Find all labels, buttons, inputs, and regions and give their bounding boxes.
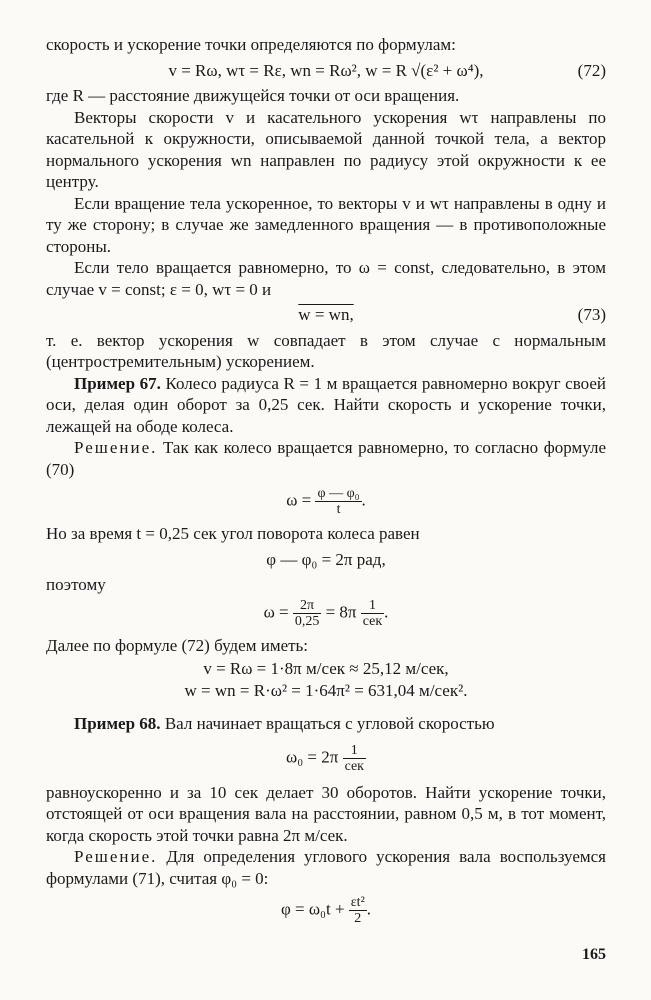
equation-omega-value-lhs: ω = (263, 601, 289, 621)
fraction-omega0-num: 1 (343, 743, 366, 759)
example-68-label: Пример 68. (74, 714, 161, 733)
fraction-unit-den: сек (362, 613, 383, 629)
equation-73-body: w = wn, (298, 305, 354, 324)
paragraph-uniform: Если тело вращается равномерно, то ω = const, следовательно, в этом случае v = const; ε = 0, wτ = 0 и (46, 258, 606, 299)
equation-72 (46, 60, 606, 82)
text-so: поэтому (46, 575, 106, 594)
example-67 (46, 373, 606, 438)
equation-velocity: v = Rω = 1·8π м/сек ≈ 25,12 м/сек, (203, 659, 449, 678)
solution-67-label: Решение. (74, 438, 158, 457)
fraction-2pi-den: 0,25 (294, 613, 320, 629)
fraction-epsilon-den: 2 (354, 911, 362, 926)
fraction-2pi (293, 598, 322, 629)
fraction-omega-den: t (336, 502, 341, 517)
fraction-omega0 (343, 743, 366, 774)
solution-68-text: Для определения углового ускорения вала воспользуемся формулами (71), считая φ₀ = 0: (46, 847, 606, 888)
paragraph-time: Но за время t = 0,25 сек угол поворота колеса равен (46, 524, 420, 543)
equation-omega-value-mid: = 8π (325, 601, 357, 621)
fraction-unit-num: 1 (361, 598, 384, 614)
equation-number-73: (73) (577, 305, 606, 324)
example-68 (46, 713, 606, 735)
paragraph-vectors: Векторы скорости v и касательного ускорения wτ направлены по касательной к окружности, описываемой данной точкой тела, а вектор нормального ускорения wn направлен по радиусу этой окружности к ее центру. (46, 107, 606, 191)
example-67-text: Колесо радиуса R = 1 м вращается равномерно вокруг своей оси, делая один оборот за 0,25 сек. Найти скорость и ускорение точки, лежащей на ободе колеса. (46, 373, 606, 436)
fraction-2pi-num: 2π (293, 598, 322, 614)
text-line-intro: скорость и ускорение точки определяются по формулам: (46, 35, 456, 54)
fraction-omega-num: φ — φ₀ (317, 486, 360, 501)
fraction-omega0-den: сек (344, 758, 364, 774)
equation-number-72: (72) (577, 60, 606, 80)
page-number: 165 (582, 946, 606, 963)
equation-acceleration: w = wn = R·ω² = 1·64π² = 631,04 м/сек². (184, 680, 468, 700)
fraction-epsilon-num: εt² (350, 895, 365, 910)
equation-omega0-lhs: ω₀ = 2π (286, 746, 339, 766)
solution-68-label: Решение. (74, 847, 158, 866)
fraction-omega (315, 486, 361, 517)
solution-68 (46, 846, 606, 889)
equation-phi-t: φ = ω₀t + $\frac{\text{εt²}}{2}$ . (280, 895, 372, 926)
paragraph-example-68: равноускоренно и за 10 сек делает 30 оборотов. Найти ускорение точки, отстоящей от оси вращения вала на расстоянии, равном 0,5 м, в тот момент, когда скорость этой точки равна 2π м/сек. (46, 782, 606, 845)
equation-omega: ω = $\frac{\text{φ — φ₀}}{t}$ . (286, 486, 366, 517)
example-67-label: Пример 67. (74, 373, 161, 393)
example-68-text: Вал начинает вращаться с угловой скоростью (160, 714, 495, 733)
paragraph-r-definition: где R — расстояние движущейся точки от оси вращения. (46, 86, 460, 105)
page-body (46, 34, 606, 932)
equation-omega0 (46, 743, 606, 774)
fraction-epsilon (349, 895, 367, 926)
solution-67-text: Так как колесо вращается равномерно, то согласно формуле (70) (46, 438, 606, 479)
fraction-unit (361, 598, 384, 629)
paragraph-accelerated: Если вращение тела ускоренное, то векторы v и wτ направлены в одну и ту же сторону; в случае же замедленного вращения — в противоположные стороны. (46, 193, 606, 256)
equation-omega-value: ω = $\frac{2\pi}{0,25}$ = 8π $\frac{1}{\text{сек}}$ . (263, 597, 389, 629)
paragraph-next: Далее по формуле (72) будем иметь: (46, 635, 309, 655)
equation-omega-lhs: ω = (286, 490, 312, 510)
equation-phi-t-lhs: φ = ω₀t + (280, 899, 345, 919)
paragraph-centripetal: т. е. вектор ускорения w совпадает в этом случае с нормальным (центростремительным) ускорением. (46, 330, 606, 371)
equation-phi: φ — φ₀ = 2π рад, (266, 549, 386, 569)
equation-73 (46, 304, 606, 326)
solution-67 (46, 437, 606, 480)
equation-72-body: v = Rω, wτ = Rε, wn = Rω², w = R √(ε² + ω⁴), (168, 60, 484, 80)
